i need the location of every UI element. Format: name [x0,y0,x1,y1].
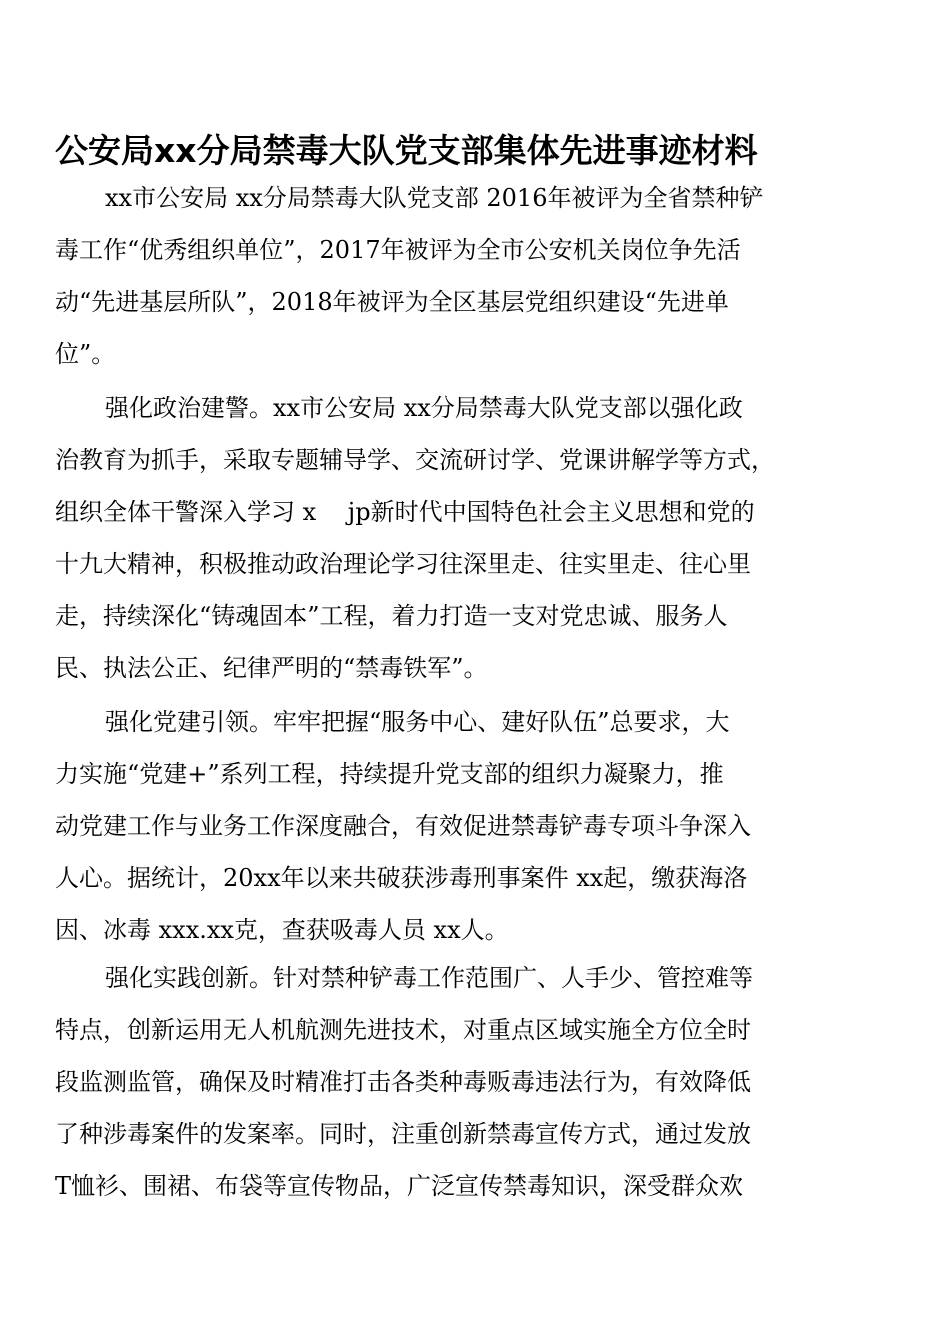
paragraph-line: 动“先进基层所队”，2018年被评为全区基层党组织建设“先进单 [55,288,729,316]
paragraph-innovation [55,958,815,1218]
paragraph-political [55,388,815,700]
paragraph-line: 治教育为抓手，采取专题辅导学、交流研讨学、党课讲解学等方式， [55,446,775,474]
paragraph-honors [55,178,815,386]
paragraph-line: T恤衫、围裙、布袋等宣传物品，广泛宣传禁毒知识，深受群众欢 [55,1172,744,1200]
paragraph-line: 特点，创新运用无人机航测先进技术，对重点区域实施全方位全时 [55,1016,751,1044]
paragraph-line: 人心。据统计，20xx年以来共破获涉毒刑事案件 xx起，缴获海洛 [55,864,748,892]
paragraph-line: 强化政治建警。xx市公安局 xx分局禁毒大队党支部以强化政 [105,394,743,422]
paragraph-line: 毒工作“优秀组织单位”，2017年被评为全市公安机关岗位争先活 [55,236,741,264]
paragraph-line: 了种涉毒案件的发案率。同时，注重创新禁毒宣传方式，通过发放 [55,1120,751,1148]
paragraph-line: 强化实践创新。针对禁种铲毒工作范围广、人手少、管控难等 [105,964,753,992]
paragraph-line: 十九大精神，积极推动政治理论学习往深里走、往实里走、往心里 [55,550,751,578]
paragraph-line: 位”。 [55,340,116,368]
paragraph-line: 组织全体干警深入学习 x jp新时代中国特色社会主义思想和党的 [55,498,755,526]
paragraph-line: 段监测监管，确保及时精准打击各类种毒贩毒违法行为，有效降低 [55,1068,751,1096]
paragraph-party-building [55,702,815,962]
paragraph-line: 因、冰毒 xxx.xx克，查获吸毒人员 xx人。 [55,916,509,944]
paragraph-line: 走，持续深化“铸魂固本”工程，着力打造一支对党忠诚、服务人 [55,602,728,630]
document-title: 公安局xx分局禁毒大队党支部集体先进事迹材料 [55,131,758,170]
paragraph-line: xx市公安局 xx分局禁毒大队党支部 2016年被评为全省禁种铲 [105,184,764,212]
paragraph-line: 动党建工作与业务工作深度融合，有效促进禁毒铲毒专项斗争深入 [55,812,751,840]
paragraph-line: 力实施“党建+”系列工程，持续提升党支部的组织力凝聚力，推 [55,760,724,788]
paragraph-line: 强化党建引领。牢牢把握“服务中心、建好队伍”总要求，大 [105,708,730,736]
paragraph-line: 民、执法公正、纪律严明的“禁毒铁军”。 [55,654,488,682]
